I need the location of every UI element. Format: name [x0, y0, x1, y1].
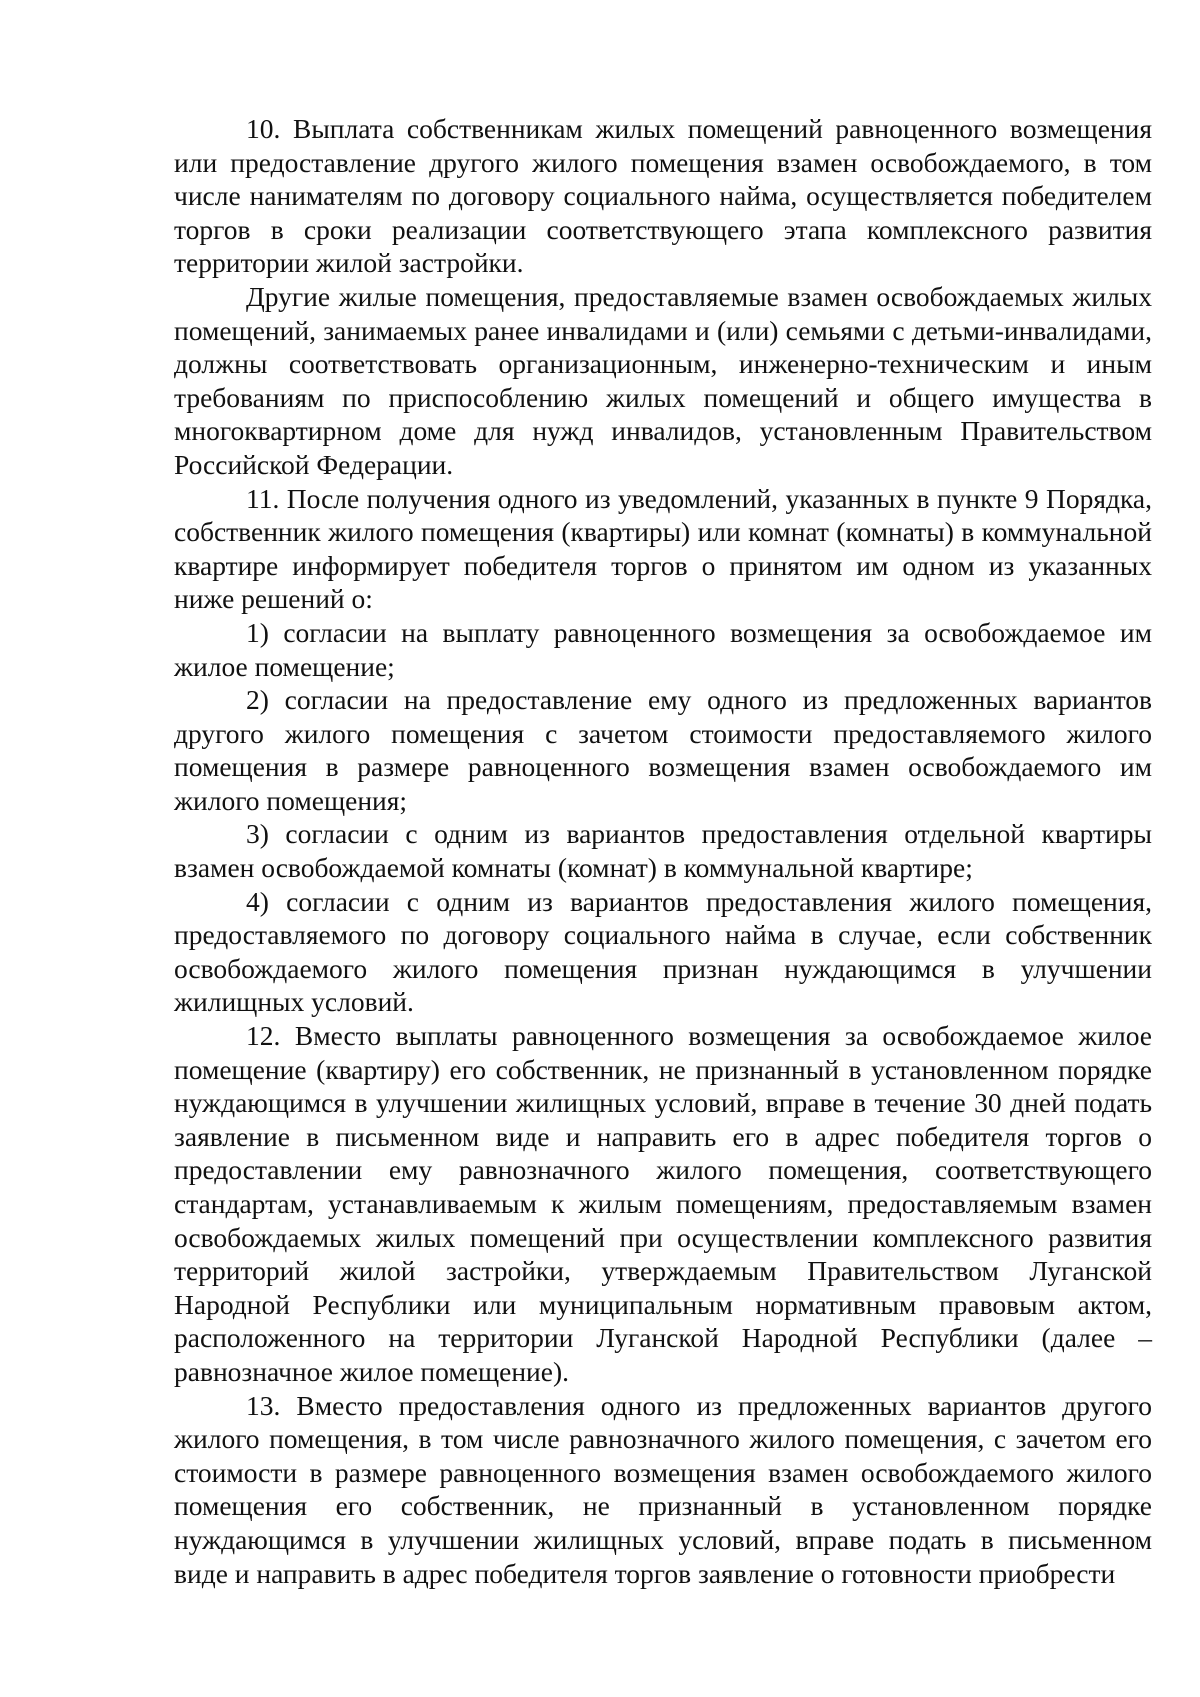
paragraph-11-item-4: 4) согласии с одним из вариантов предоставления жилого помещения, предоставляемого по договору социального найма в случае, если собственник освобождаемого жилого помещения признан нуждающимся в улучшении жилищных условий.: [174, 885, 1152, 1018]
paragraph-11-item-1: 1) согласии на выплату равноценного возмещения за освобождаемое им жилое помещение;: [174, 616, 1152, 682]
paragraph-10: 10. Выплата собственникам жилых помещений равноценного возмещения или предоставление другого жилого помещения взамен освобождаемого, в том числе нанимателям по договору социального найма, осуществляется победителем торгов в сроки реализации соответствующего этапа комплексного развития территории жилой застройки.: [174, 113, 1152, 279]
paragraph-10-disabled-housing: Другие жилые помещения, предоставляемые взамен освобождаемых жилых помещений, занимаемых ранее инвалидами и (или) семьями с детьми-инвалидами, должны соответствовать организационным, инженерно-техническим и иным требованиям по приспособлению жилых помещений и общего имущества в многоквартирном доме для нужд инвалидов, установленным Правительством Российской Федерации.: [174, 280, 1152, 480]
paragraph-12: 12. Вместо выплаты равноценного возмещения за освобождаемое жилое помещение (квартиру) его собственник, не признанный в установленном порядке нуждающимся в улучшении жилищных условий, вправе в течение 30 дней подать заявление в письменном виде и направить его в адрес победителя торгов о предоставлении ему равнозначного жилого помещения, соответствующего стандартам, устанавливаемым к жилым помещениям, предоставляемым взамен освобождаемых жилых помещений при осуществлении комплексного развития территорий жилой застройки, утверждаемым Правительством Луганской Народной Республики или муниципальным нормативным правовым актом, расположенного на территории Луганской Народной Республики (далее – равнозначное жилое помещение).: [174, 1020, 1152, 1387]
document-page: [174, 112, 1152, 1590]
paragraph-11-item-2: 2) согласии на предоставление ему одного из предложенных вариантов другого жилого помещения с зачетом стоимости предоставляемого жилого помещения в размере равноценного возмещения взамен освобождаемого им жилого помещения;: [174, 684, 1152, 816]
paragraph-13: 13. Вместо предоставления одного из предложенных вариантов другого жилого помещения, в том числе равнозначного жилого помещения, с зачетом его стоимости в размере равноценного возмещения взамен освобождаемого жилого помещения его собственник, не признанный в установленном порядке нуждающимся в улучшении жилищных условий, вправе подать в письменном виде и направить в адрес победителя торгов заявление о готовности приобрести: [174, 1389, 1152, 1589]
paragraph-11: 11. После получения одного из уведомлений, указанных в пункте 9 Порядка, собственник жилого помещения (квартиры) или комнат (комнаты) в коммунальной квартире информирует победителя торгов о принятом им одном из указанных ниже решений о:: [174, 482, 1152, 615]
paragraph-11-item-3: 3) согласии с одним из вариантов предоставления отдельной квартиры взамен освобождаемой комнаты (комнат) в коммунальной квартире;: [174, 818, 1152, 884]
